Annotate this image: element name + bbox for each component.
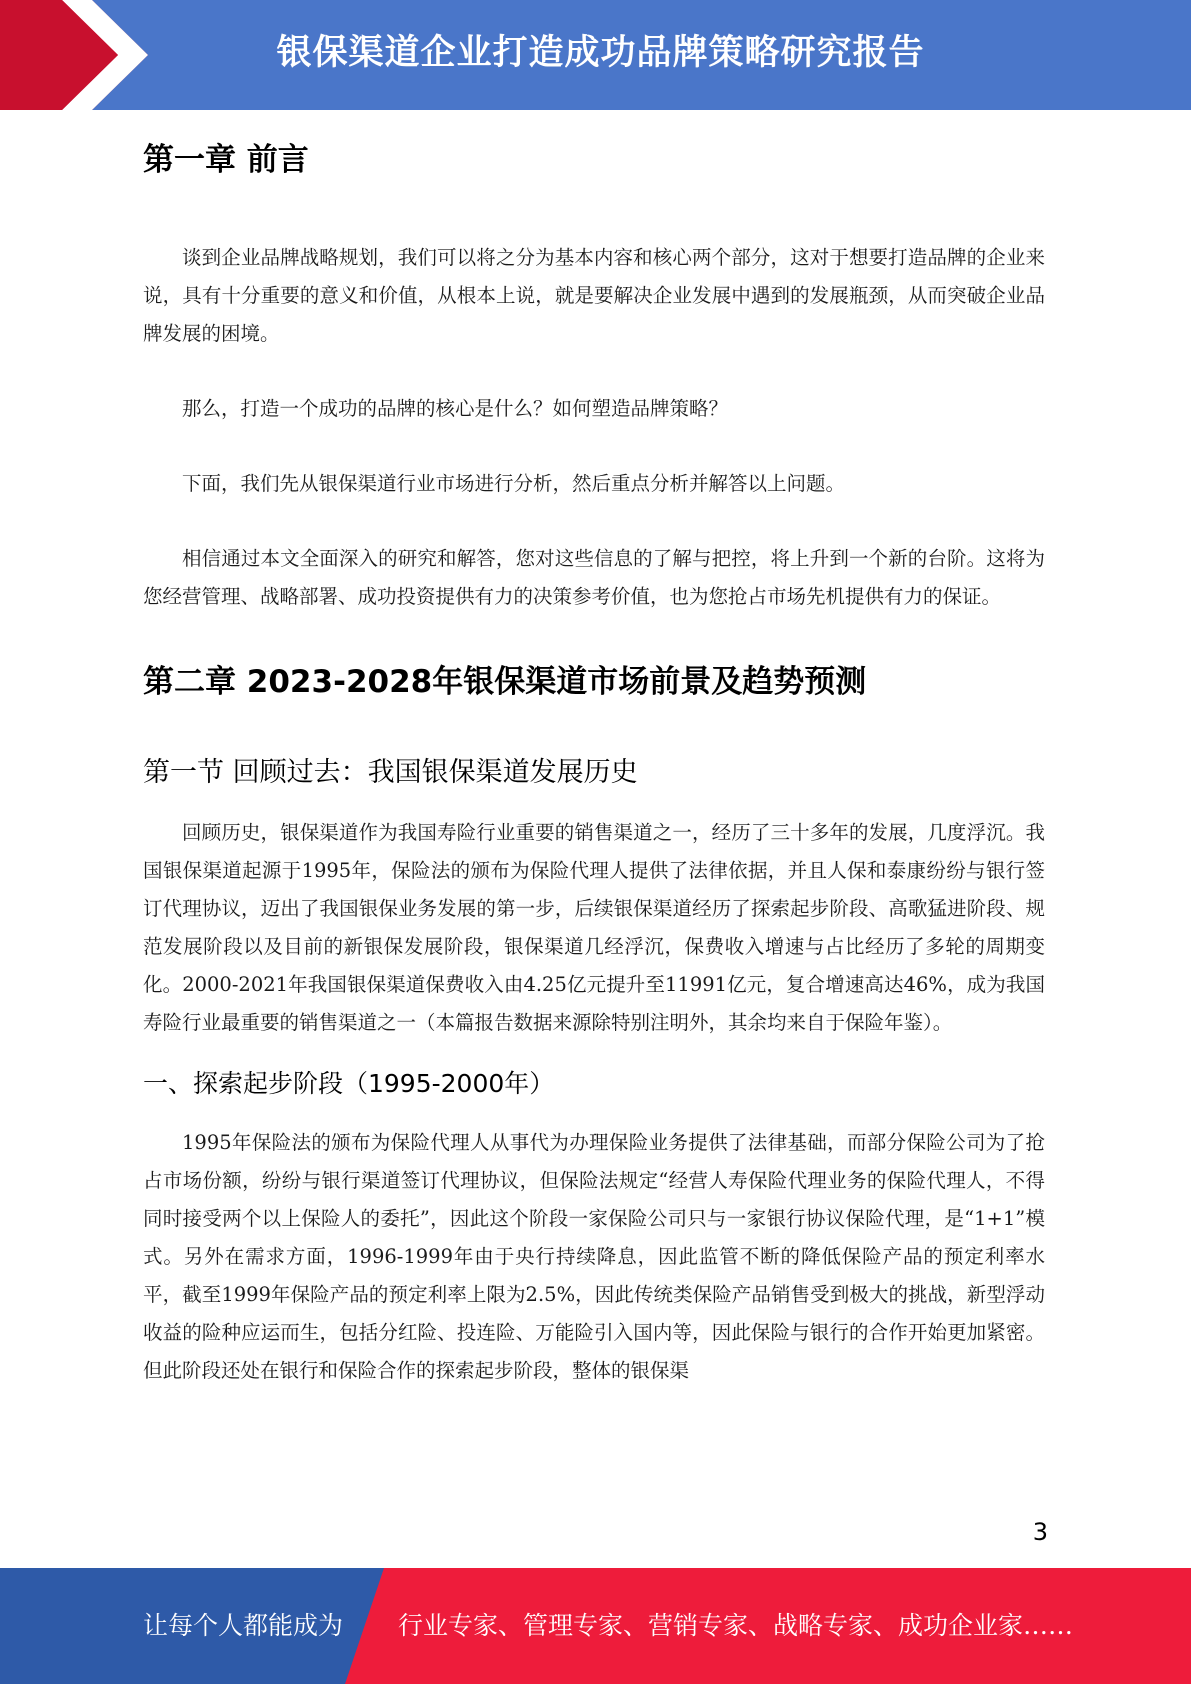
subsection-1-heading: 一、探索起步阶段（1995-2000年）	[143, 1068, 555, 1098]
paragraph: 下面，我们先从银保渠道行业市场进行分析，然后重点分析并解答以上问题。	[182, 472, 846, 496]
footer-slogan-left: 让每个人都能成为	[143, 1611, 344, 1640]
page-number: 3	[1032, 1518, 1048, 1546]
document-body	[143, 130, 1045, 1390]
header-banner	[0, 0, 1191, 110]
paragraph: 1995年保险法的颁布为保险代理人从事代为办理保险业务提供了法律基础，而部分保险公司为了抢占市场份额，纷纷与银行渠道签订代理协议，但保险法规定“经营人寿保险代理业务的保险代理人，不得同时接受两个以上保险人的委托”，因此这个阶段一家保险公司只与一家银行协议保险代理，是“1+1”模式。另外在需求方面，1996-1999年由于央行持续降息，因此监管不断的降低保险产品的预定利率水平，截至1999年保险产品的预定利率上限为2.5%，因此传统类保险产品销售受到极大的挑战，新型浮动收益的险种应运而生，包括分红险、投连险、万能险引入国内等，因此保险与银行的合作开始更加紧密。但此阶段还处在银行和保险合作的探索起步阶段，整体的银保渠	[143, 1131, 1045, 1383]
chapter-1-heading: 第一章 前言	[143, 142, 309, 178]
section-1-heading: 第一节 回顾过去：我国银保渠道发展历史	[143, 756, 638, 788]
paragraph: 那么，打造一个成功的品牌的核心是什么？如何塑造品牌策略？	[182, 397, 729, 421]
paragraph: 相信通过本文全面深入的研究和解答，您对这些信息的了解与把控，将上升到一个新的台阶。这将为您经营管理、战略部署、成功投资提供有力的决策参考价值，也为您抢占市场先机提供有力的保证。	[143, 547, 1045, 609]
chapter-2-heading: 第二章 2023-2028年银保渠道市场前景及趋势预测	[143, 664, 867, 701]
paragraph: 谈到企业品牌战略规划，我们可以将之分为基本内容和核心两个部分，这对于想要打造品牌的企业来说，具有十分重要的意义和价值，从根本上说，就是要解决企业发展中遇到的发展瓶颈，从而突破企业品牌发展的困境。	[143, 246, 1045, 346]
paragraph: 回顾历史，银保渠道作为我国寿险行业重要的销售渠道之一，经历了三十多年的发展，几度浮沉。我国银保渠道起源于1995年，保险法的颁布为保险代理人提供了法律依据，并且人保和泰康纷纷与银行签订代理协议，迈出了我国银保业务发展的第一步，后续银保渠道经历了探索起步阶段、高歌猛进阶段、规范发展阶段以及目前的新银保发展阶段，银保渠道几经浮沉，保费收入增速与占比经历了多轮的周期变化。2000-2021年我国银保渠道保费收入由4.25亿元提升至11991亿元，复合增速高达46%，成为我国寿险行业最重要的销售渠道之一（本篇报告数据来源除特别注明外，其余均来自于保险年鉴）。	[143, 820, 1045, 1034]
report-title: 银保渠道企业打造成功品牌策略研究报告	[276, 33, 925, 73]
footer-slogan-right: 行业专家、管理专家、营销专家、战略专家、成功企业家……	[398, 1611, 1074, 1640]
footer-banner	[0, 1568, 1191, 1684]
